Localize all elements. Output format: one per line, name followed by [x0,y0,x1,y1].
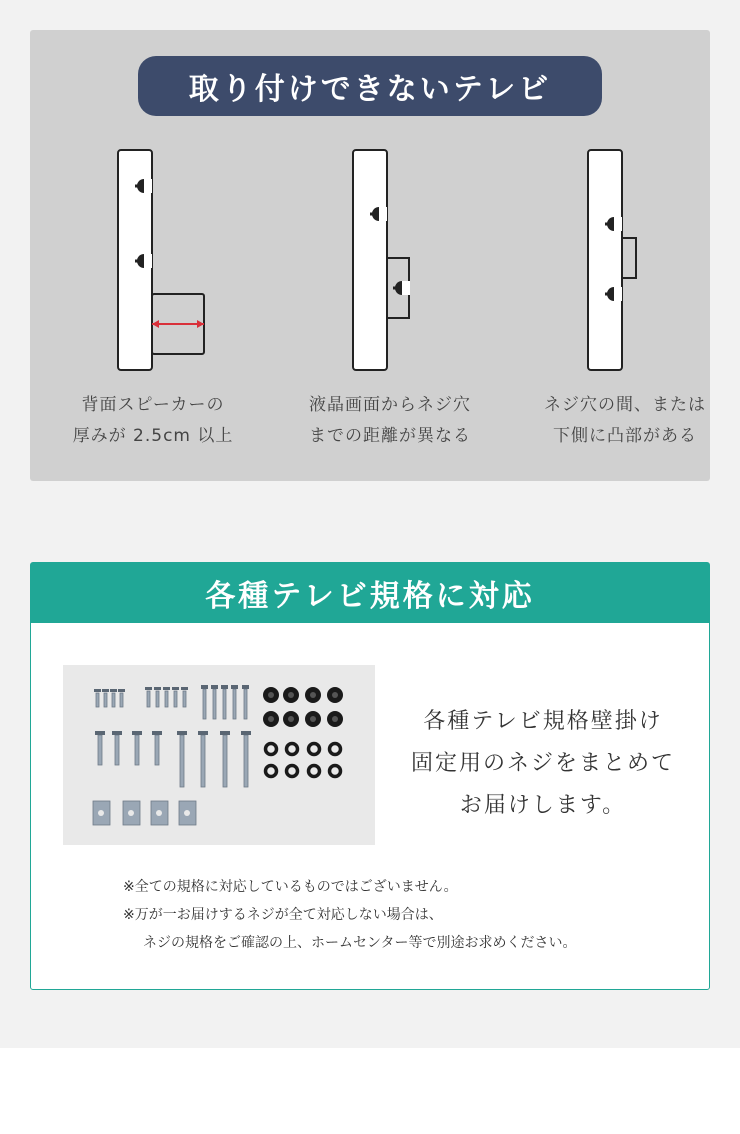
page-footer-area [0,1048,740,1134]
tv-side-offset-icon [345,146,455,376]
case-3-caption [515,390,735,452]
incompatible-tv-panel [30,30,710,481]
note-3: ネジの規格をご確認の上、ホームセンター等で別途お求めください。 [143,935,577,951]
case-2-caption [280,390,500,452]
case-2-line-1: 液晶画面からネジ穴 [309,395,471,415]
incompatible-title: 取り付けできないテレビ [138,56,602,116]
case-3-line-1: ネジ穴の間、または [544,395,706,415]
compatible-title: 各種テレビ規格に対応 [31,563,709,623]
compatibility-notes [123,873,703,957]
lead-line-1: 各種テレビ規格壁掛け [423,709,663,734]
case-2-line-2: までの距離が異なる [309,426,471,446]
case-1-caption [43,390,263,452]
case-1-line-1: 背面スピーカーの [81,395,225,415]
lead-line-3: お届けします。 [459,793,627,818]
case-3-line-2: 下側に凸部がある [553,426,697,446]
compatible-standards-panel [30,562,710,990]
tv-side-speaker-icon [110,146,220,376]
tv-side-bump-icon [580,146,690,376]
case-1-line-2: 厚みが 2.5cm 以上 [72,426,234,446]
compatible-lead-text [393,701,693,827]
screws-and-spacers-photo [63,665,375,845]
note-2: ※万が一お届けするネジが全て対応しない場合は、 [123,907,443,923]
note-1: ※全ての規格に対応しているものではございません。 [123,879,458,895]
lead-line-2: 固定用のネジをまとめて [410,751,675,776]
